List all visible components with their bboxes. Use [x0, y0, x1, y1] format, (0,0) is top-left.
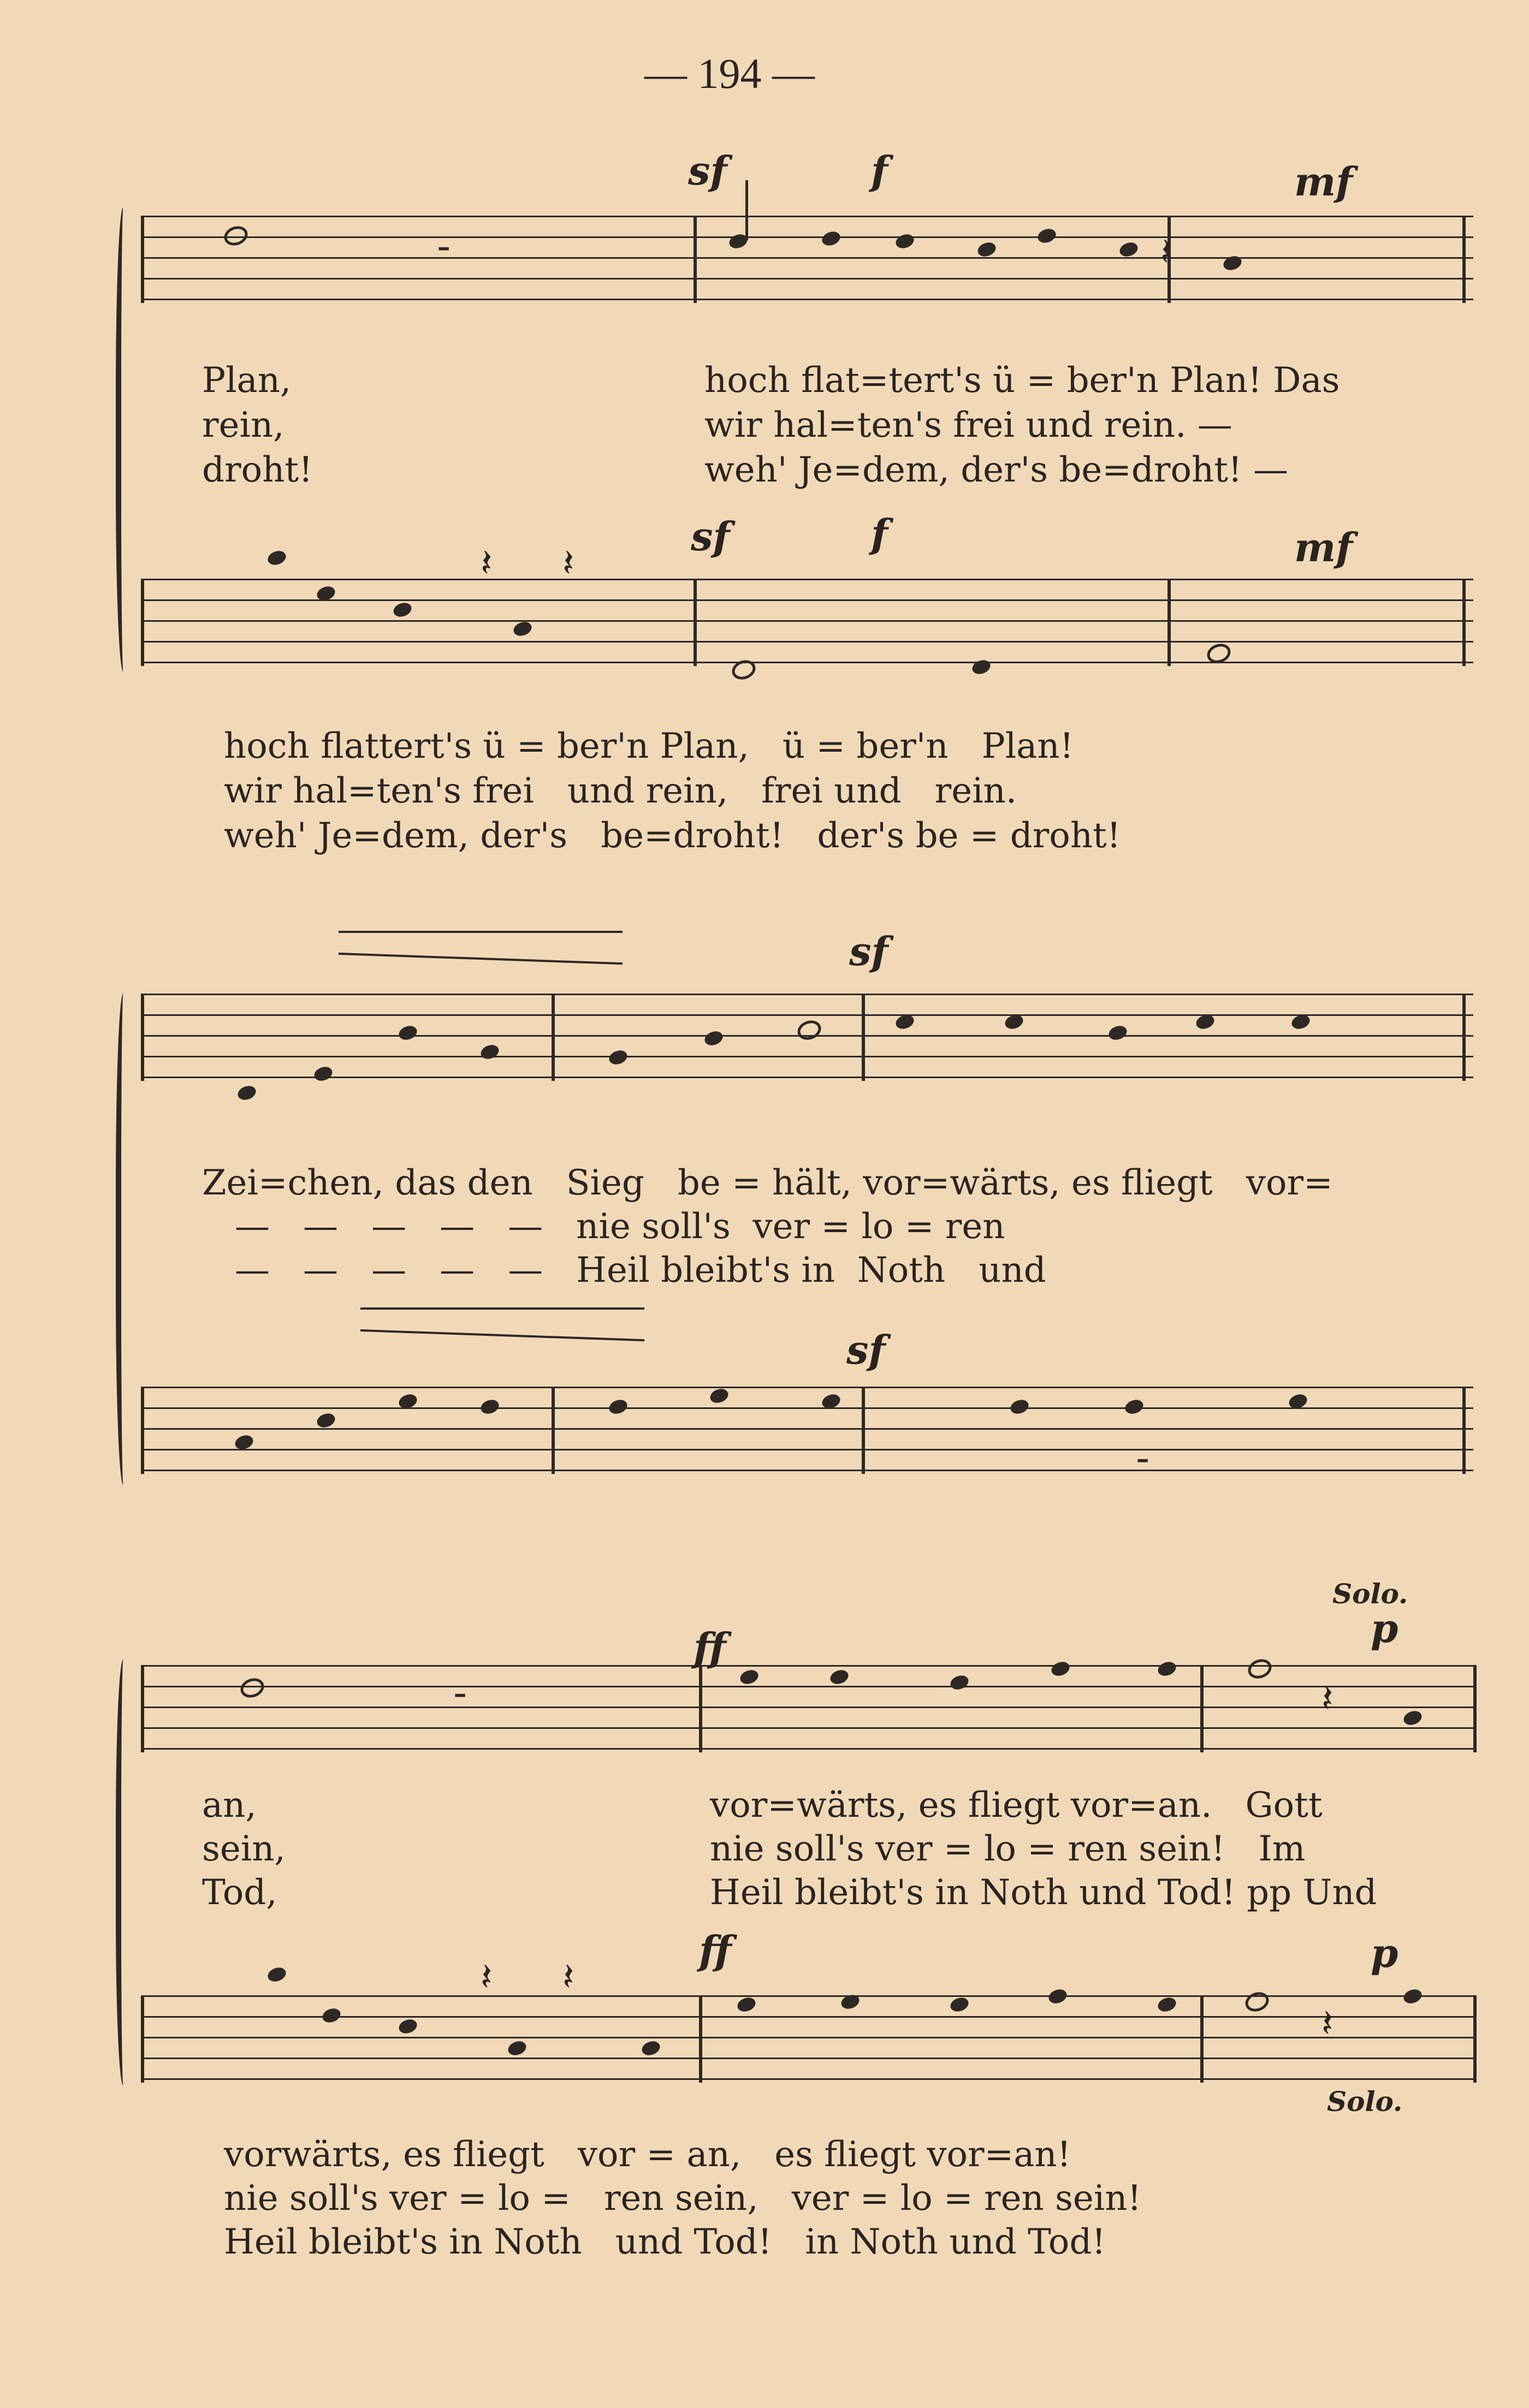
lyric-line: an, [202, 1785, 257, 1826]
rest: 𝄽 [562, 1954, 574, 1999]
dynamic-mark: sf [849, 928, 888, 974]
rest: 𝄽 [562, 540, 574, 585]
dynamic-mark: ff [694, 1624, 726, 1670]
stem [745, 180, 748, 240]
lyric-line: Heil bleibt's in Noth und Tod! in Noth und Tod! [224, 2222, 1106, 2262]
rest: - [437, 224, 451, 269]
lyric-line: vorwärts, es fliegt vor = an, es fliegt vor=an! [224, 2135, 1071, 2175]
lyric-line: Tod, [202, 1872, 277, 1913]
dynamic-mark: sf [691, 513, 730, 560]
dynamic-mark: ff [699, 1927, 732, 1973]
staff-lower [141, 1995, 1473, 2083]
rest: 𝄽 [481, 1954, 493, 1999]
dynamic-mark: mf [1294, 524, 1353, 570]
dynamic-mark: p [1371, 1605, 1398, 1651]
crescendo-hairpin [339, 931, 623, 965]
rest: 𝄽 [1321, 1676, 1334, 1721]
lyric-line: sein, [202, 1829, 286, 1869]
rest: 𝄽 [1160, 229, 1172, 274]
solo-label: Solo. [1327, 2085, 1403, 2118]
dynamic-mark: f [871, 147, 888, 194]
lyric-line: hoch flattert's ü = ber'n Plan, ü = ber'n Plan! [224, 726, 1074, 766]
note [266, 549, 288, 567]
rest: 𝄽 [1321, 2001, 1334, 2046]
solo-label: Solo. [1332, 1578, 1408, 1610]
note [266, 1965, 288, 1984]
lyric-line: nie soll's ver = lo = ren sein, ver = lo = ren sein! [224, 2178, 1142, 2219]
staff-upper [141, 1665, 1473, 1752]
lyric-line: wir hal=ten's frei und rein, frei und rein. [224, 771, 1017, 811]
brace [116, 994, 134, 1485]
dynamic-mark: f [871, 510, 888, 557]
rest: - [453, 1670, 467, 1715]
lyric-line: vor=wärts, es fliegt vor=an. Gott [710, 1785, 1323, 1826]
lyric-line: weh' Je=dem, der's be=droht! — [704, 450, 1288, 490]
brace [116, 207, 134, 671]
lyric-line: rein, [202, 405, 285, 445]
lyric-line: Zei=chen, das den Sieg be = hält, vor=wärts, es fliegt vor= [202, 1163, 1333, 1203]
lyric-line: Plan, [202, 360, 292, 401]
lyric-line: wir hal=ten's frei und rein. — [704, 405, 1232, 445]
dynamic-mark: sf [688, 147, 727, 194]
staff-upper [141, 216, 1473, 303]
lyric-line: Heil bleibt's in Noth und Tod! pp Und [710, 1872, 1377, 1913]
staff-lower [141, 1387, 1473, 1474]
staff-lower [141, 579, 1473, 666]
lyric-line: — — — — — nie soll's ver = lo = ren [235, 1206, 1005, 1247]
brace [116, 1660, 134, 2085]
lyric-line: hoch flat=tert's ü = ber'n Plan! Das [704, 360, 1340, 401]
dynamic-mark: mf [1294, 158, 1353, 205]
dynamic-mark: p [1371, 1930, 1398, 1976]
crescendo-hairpin [360, 1307, 644, 1341]
rest: - [1136, 1436, 1150, 1481]
page-number: — 194 — [644, 50, 815, 97]
rest: 𝄽 [481, 540, 493, 585]
dynamic-mark: sf [846, 1327, 886, 1373]
lyric-line: nie soll's ver = lo = ren sein! Im [710, 1829, 1306, 1869]
lyric-line: — — — — — Heil bleibt's in Noth und [235, 1250, 1046, 1291]
lyric-line: droht! [202, 450, 313, 490]
note [236, 1084, 258, 1102]
lyric-line: weh' Je=dem, der's be=droht! der's be = droht! [224, 816, 1121, 856]
